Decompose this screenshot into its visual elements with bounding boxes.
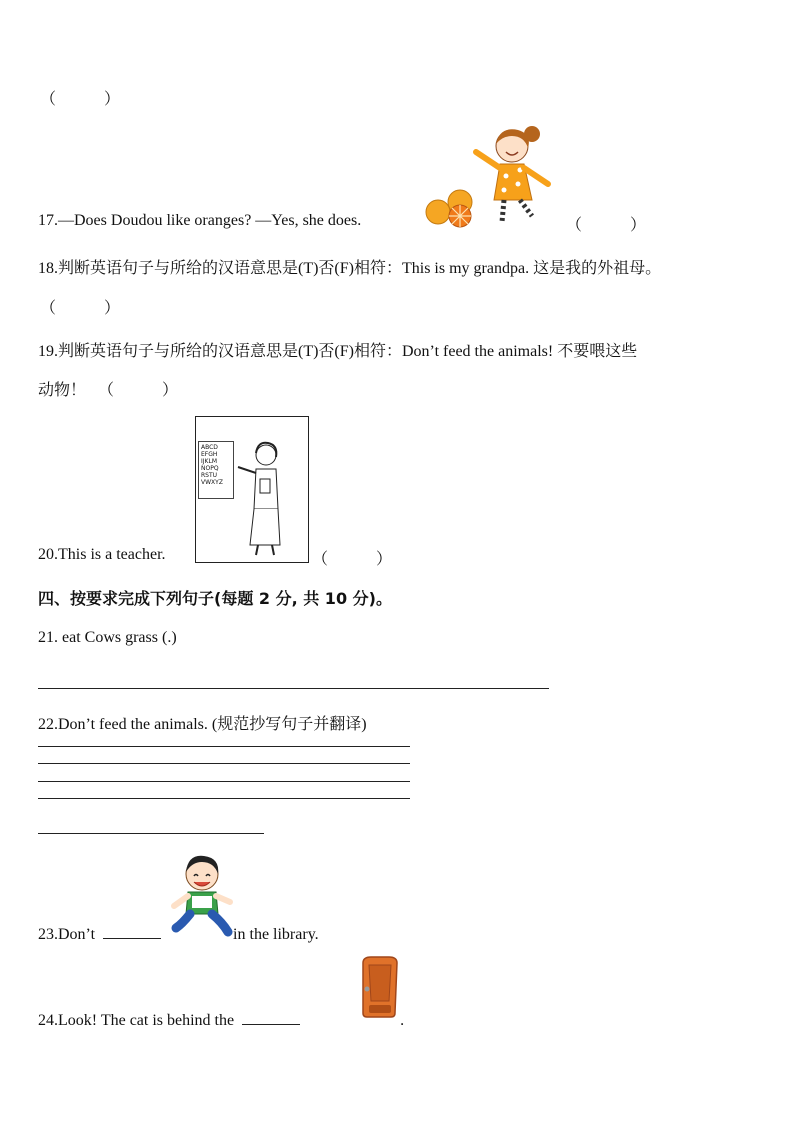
q24-text-after: . [400,1012,405,1029]
q21-answer-line[interactable] [38,688,549,689]
q17-answer-paren[interactable]: （ ） [566,217,647,234]
q19-answer-paren[interactable]: （ ） [98,382,179,399]
chart-letters-4: NOPQ [201,465,219,472]
q20-text: 20.This is a teacher. [38,546,166,563]
chart-letters-3: IJKLM [201,458,217,465]
q19-text-line1: 19.判断英语句子与所给的汉语意思是(T)否(F)相符：Don’t feed the animals! 不要喂这些 [38,343,638,360]
q18-answer-paren[interactable]: （ ） [40,300,121,317]
q24-text-before: 24.Look! The cat is behind the [38,1012,235,1029]
chart-letters-2: EFGH [201,451,218,458]
q22-copy-line-2[interactable] [38,763,410,764]
q19-text-line2: 动物！ [38,382,87,399]
q16-answer-paren[interactable]: （ ） [40,91,121,108]
section-4-title: 四、按要求完成下列句子(每题 2 分, 共 10 分)。 [38,589,392,608]
q23-text-after: in the library. [233,926,319,943]
q21-text: 21. eat Cows grass (.) [38,629,177,646]
q23-answer-blank[interactable] [103,924,161,939]
chart-letters-6: VWXYZ [201,479,223,486]
q17-text: 17.—Does Doudou like oranges? —Yes, she does. [38,212,362,229]
q22-copy-line-1[interactable] [38,746,410,747]
q24-answer-blank[interactable] [242,1010,300,1025]
alphabet-chart [198,441,234,499]
q20-answer-paren[interactable]: （ ） [312,551,393,568]
q23-text-before: 23.Don’t [38,926,96,943]
teacher-figure [234,427,304,557]
q22-text: 22.Don’t feed the animals. (规范抄写句子并翻译) [38,716,367,733]
chart-letters-1: ABCD [201,444,218,451]
q23-sentence [38,924,319,944]
girl-with-oranges-image [420,124,570,234]
teacher-image [195,416,309,563]
chart-letters-5: RSTU [201,472,218,479]
q22-translation-line[interactable] [38,833,264,834]
q22-copy-line-3[interactable] [38,781,410,782]
q22-copy-line-4[interactable] [38,798,410,799]
q24-sentence [38,1010,404,1030]
q18-text: 18.判断英语句子与所给的汉语意思是(T)否(F)相符：This is my grandpa. 这是我的外祖母。 [38,260,662,277]
